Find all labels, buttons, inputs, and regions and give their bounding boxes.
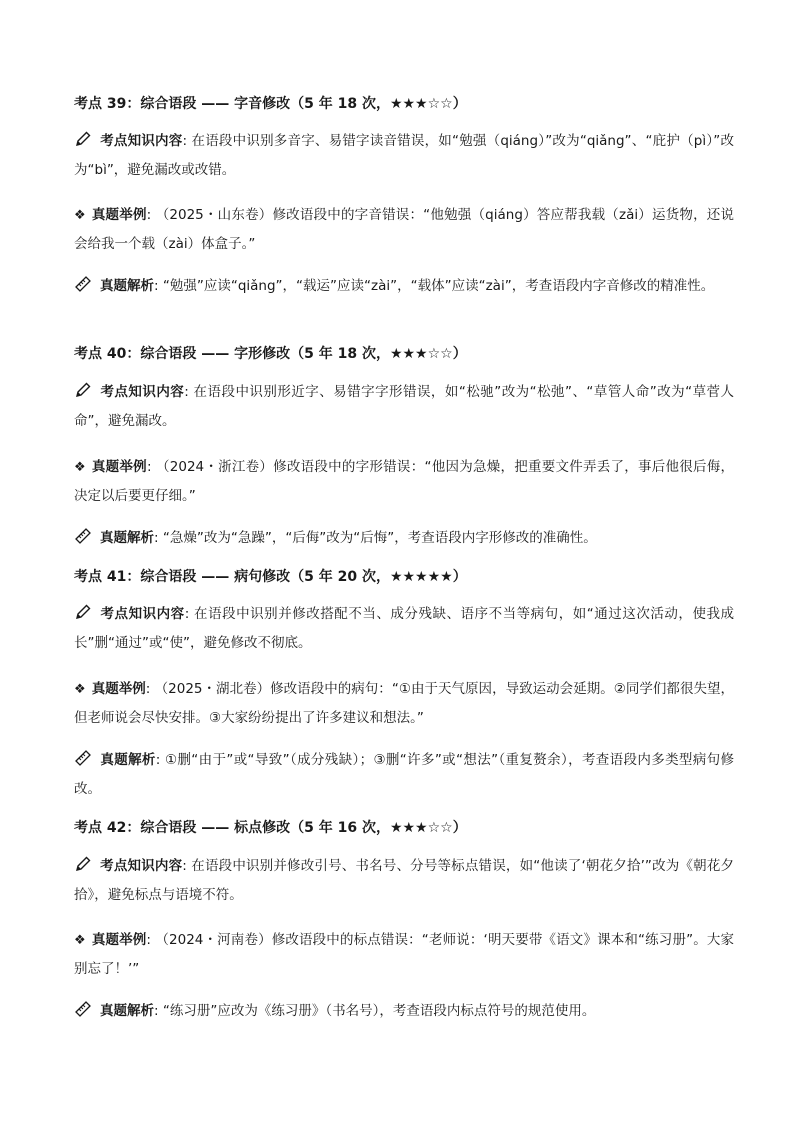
example-label: 真题举例: [91, 681, 146, 697]
section-39-example: [74, 201, 734, 259]
example-text: : （2025・湖北卷）修改语段中的病句：“①由于天气原因，导致运动会延期。②同学们都很失望，但老师说会尽快安排。③大家纷纷提出了许多建议和想法。”: [74, 681, 735, 726]
knowledge-text: : 在语段中识别并修改引号、书名号、分号等标点错误，如“他读了‘朝花夕拾’”改为《朝花夕拾》，避免标点与语境不符。: [74, 858, 735, 903]
example-label: 真题举例: [91, 459, 147, 475]
section-42-analysis: [74, 997, 734, 1026]
diamond-bullet-icon: ❖: [74, 460, 86, 475]
section-42-heading: 考点 42：综合语段 —— 标点修改（5 年 16 次，★★★☆☆）: [74, 820, 467, 836]
pencil-ruler-icon: [74, 275, 94, 293]
example-label: 真题举例: [91, 207, 147, 223]
analysis-text: : ①删“由于”或“导致”（成分残缺）；③删“许多”或“想法”（重复赘余），考查语段内多类型病句修改。: [74, 752, 734, 797]
pencil-icon: [74, 381, 94, 399]
knowledge-label: 考点知识内容: [100, 858, 183, 874]
pencil-ruler-icon: [74, 1000, 94, 1018]
analysis-label: 真题解析: [100, 530, 154, 546]
analysis-label: 真题解析: [100, 278, 154, 294]
section-40-example: [74, 453, 734, 511]
diamond-bullet-icon: ❖: [74, 682, 86, 697]
knowledge-text: : 在语段中识别多音字、易错字读音错误，如“勉强（qiáng）”改为“qiǎng”、“庇护（pì）”改为“bì”，避免漏改或改错。: [74, 133, 734, 178]
section-39-knowledge: [74, 127, 734, 185]
section-39-analysis: [74, 272, 734, 301]
example-text: : （2024・浙江卷）修改语段中的字形错误：“他因为急燥，把重要文件弄丢了，事后他很后侮，决定以后要更仔细。”: [74, 459, 735, 504]
diamond-bullet-icon: ❖: [74, 933, 86, 948]
pencil-icon: [74, 855, 94, 873]
example-text: : （2024・河南卷）修改语段中的标点错误：“老师说：‘明天要带《语文》课本和“练习册”。大家别忘了！’”: [74, 932, 735, 977]
pencil-ruler-icon: [74, 527, 94, 545]
knowledge-label: 考点知识内容: [100, 606, 185, 622]
example-text: : （2025・山东卷）修改语段中的字音错误：“他勉强（qiáng）答应帮我载（zǎi）运货物，还说会给我一个载（zài）体盒子。”: [74, 207, 734, 252]
section-41-analysis: [74, 746, 734, 804]
knowledge-label: 考点知识内容: [100, 133, 183, 149]
diamond-bullet-icon: ❖: [74, 208, 86, 223]
knowledge-text: : 在语段中识别形近字、易错字字形错误，如“松驰”改为“松弛”、“草管人命”改为“草菅人命”，避免漏改。: [74, 384, 735, 429]
section-40-analysis: [74, 524, 734, 553]
analysis-text: : “急燥”改为“急躁”，“后侮”改为“后悔”，考查语段内字形修改的准确性。: [154, 530, 597, 546]
section-41-heading: 考点 41：综合语段 —— 病句修改（5 年 20 次，★★★★★）: [74, 569, 467, 585]
section-41-example: [74, 675, 734, 733]
section-39-heading: 考点 39：综合语段 —— 字音修改（5 年 18 次，★★★☆☆）: [74, 96, 467, 112]
section-42-example: [74, 926, 734, 984]
knowledge-label: 考点知识内容: [100, 384, 185, 400]
pencil-ruler-icon: [74, 749, 94, 767]
pencil-icon: [74, 130, 94, 148]
section-41-knowledge: [74, 600, 734, 658]
example-label: 真题举例: [91, 932, 147, 948]
analysis-text: : “练习册”应改为《练习册》（书名号），考查语段内标点符号的规范使用。: [154, 1003, 596, 1019]
section-40-knowledge: [74, 378, 734, 436]
analysis-label: 真题解析: [100, 1003, 154, 1019]
knowledge-text: : 在语段中识别并修改搭配不当、成分残缺、语序不当等病句，如“通过这次活动，使我成长”删“通过”或“使”，避免修改不彻底。: [74, 606, 735, 651]
analysis-text: : “勉强”应读“qiǎng”，“载运”应读“zài”，“载体”应读“zài”，考查语段内字音修改的精准性。: [154, 278, 715, 294]
section-40-heading: 考点 40：综合语段 —— 字形修改（5 年 18 次，★★★☆☆）: [74, 346, 467, 362]
pencil-icon: [74, 603, 94, 621]
analysis-label: 真题解析: [100, 752, 156, 768]
section-42-knowledge: [74, 852, 734, 910]
